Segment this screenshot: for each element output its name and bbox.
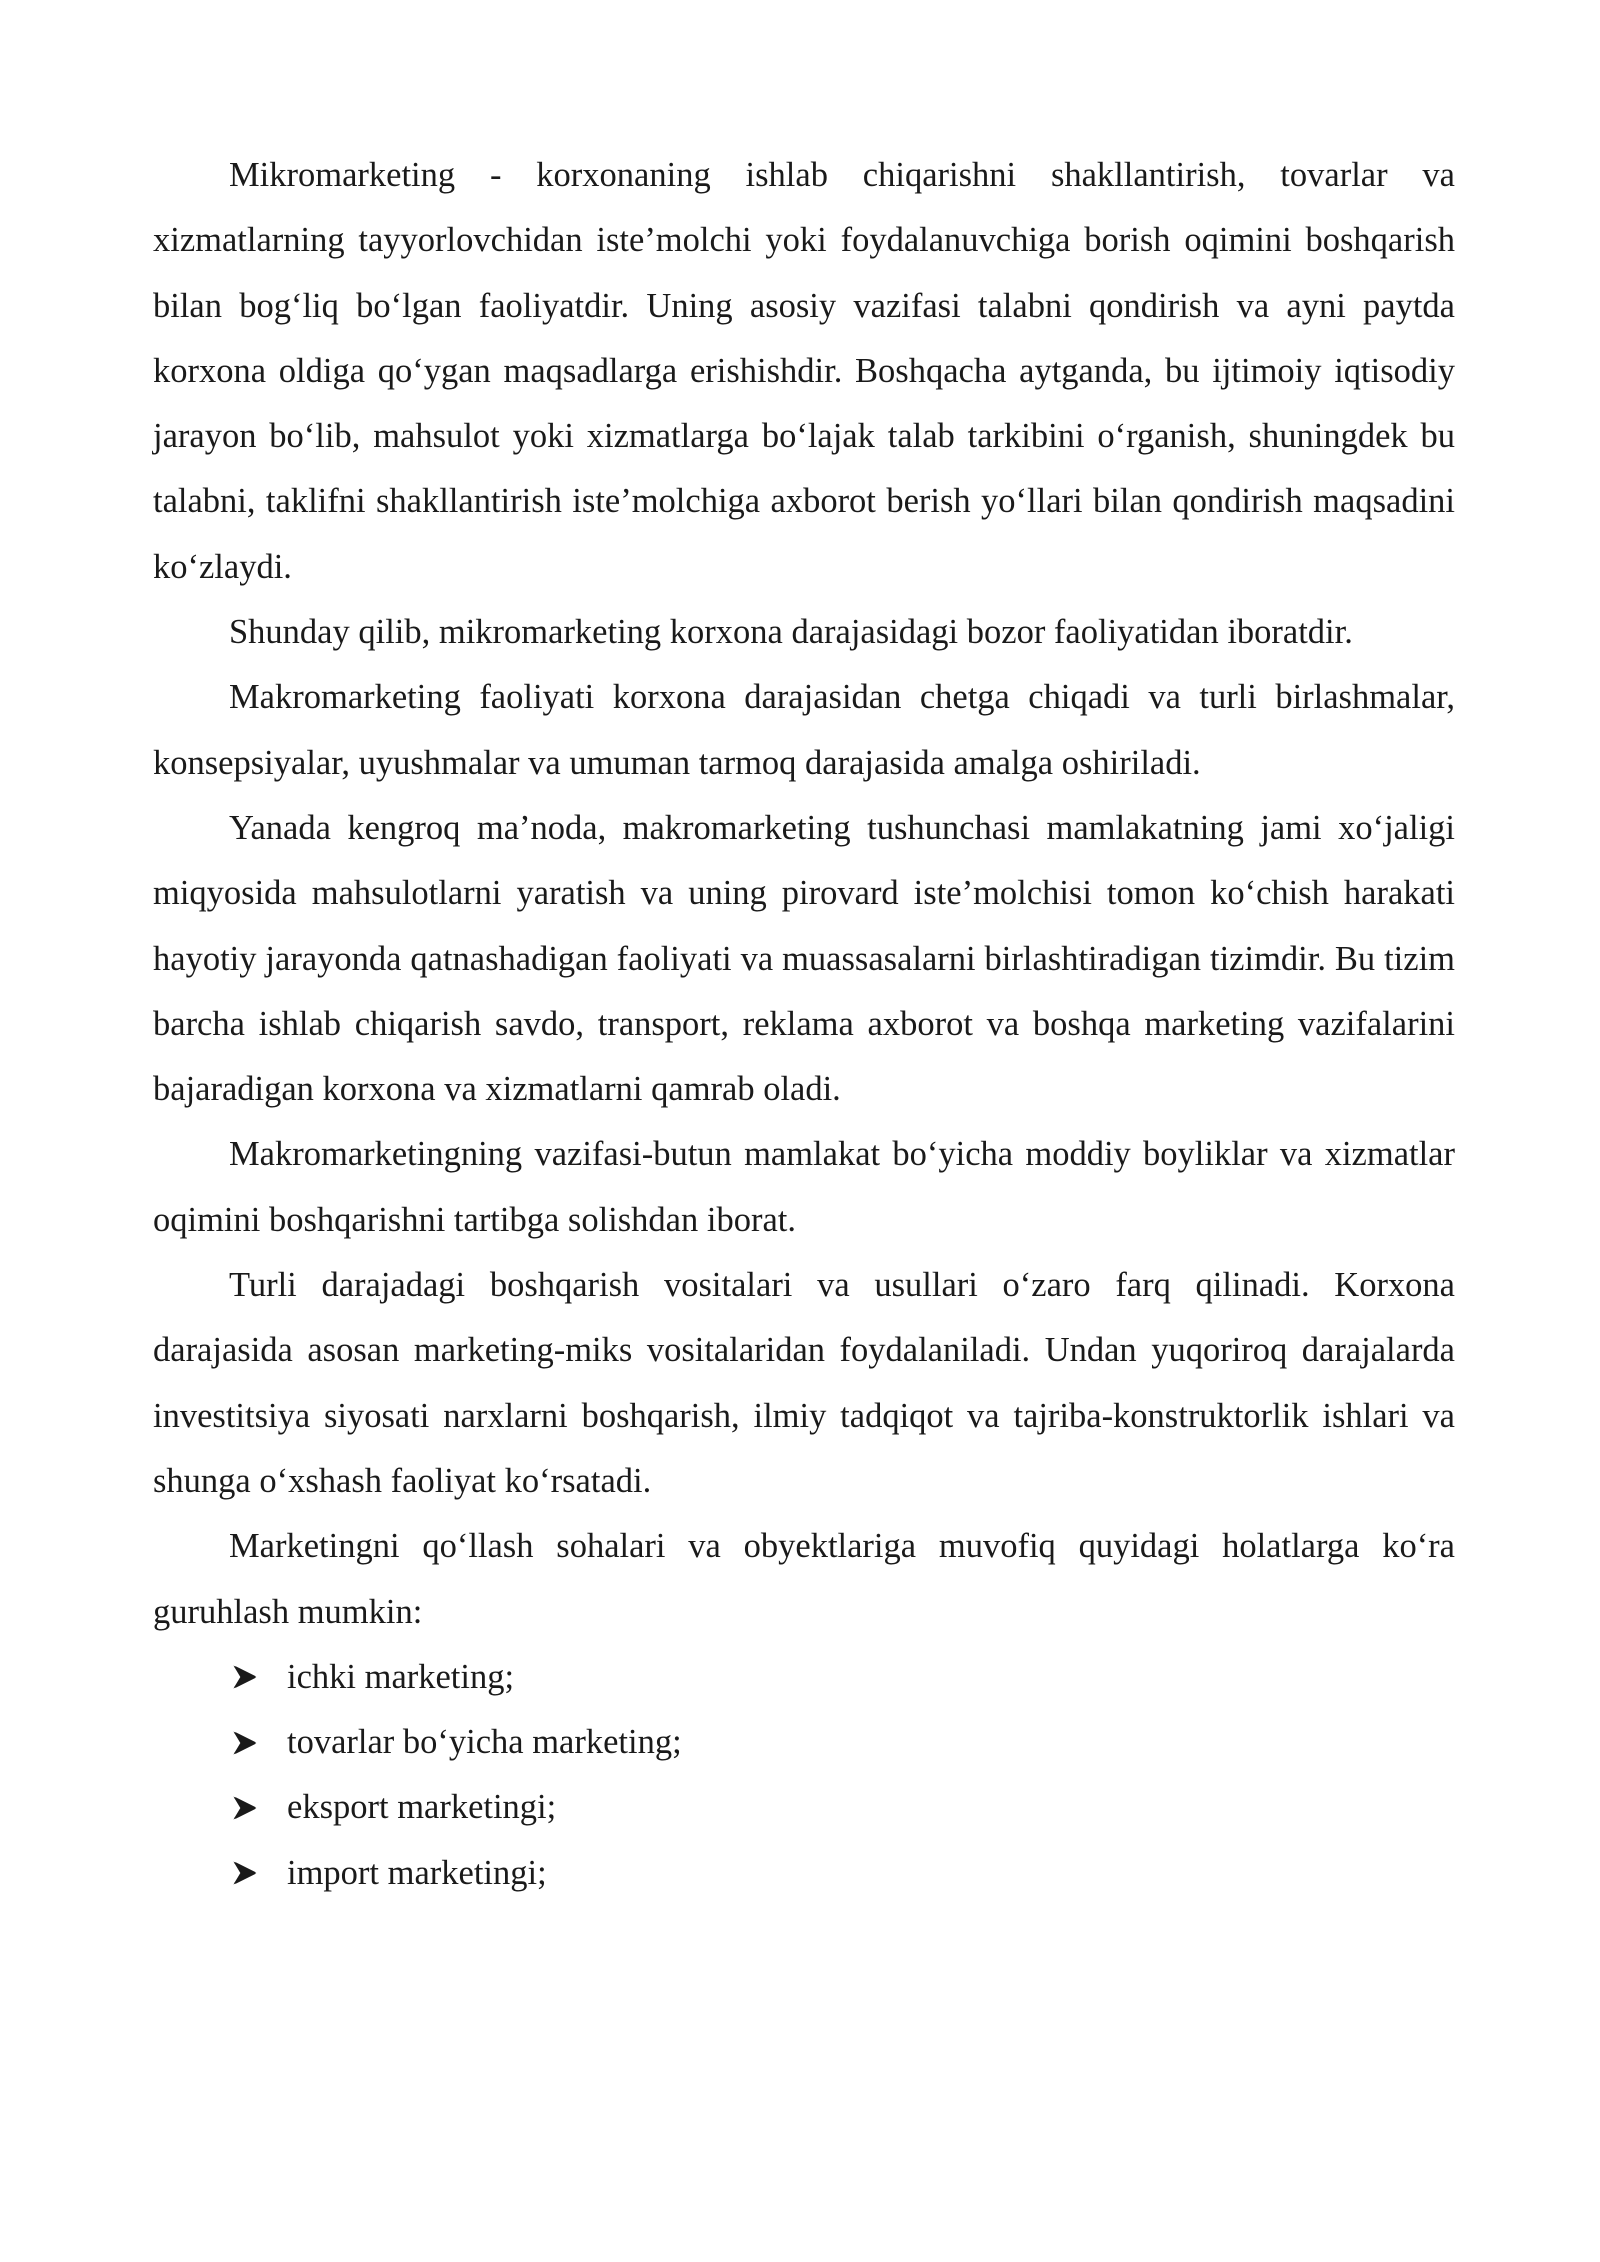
paragraph-mikromarketing-definition: Mikromarketing - korxonaning ishlab chiqarishni shakllantirish, tovarlar va xizmatlarning tayyorlovchidan iste’molchi yoki foydalanuvchiga borish oqimini boshqarish bilan bog‘liq bo‘lgan faoliyatdir. Uning asosiy vazifasi talabni qondirish va ayni paytda korxona oldiga qo‘ygan maqsadlarga erishishdir. Boshqacha aytganda, bu ijtimoiy iqtisodiy jarayon bo‘lib, mahsulot yoki xizmatlarga bo‘lajak talab tarkibini o‘rganish, shuningdek bu talabni, taklifni shakllantirish iste’molchiga axborot berish yo‘llari bilan qondirish maqsadini ko‘zlaydi. (153, 156, 1455, 586)
document-body (153, 143, 1455, 1906)
list-item-text: tovarlar bo‘yicha marketing; (287, 1723, 682, 1762)
list-item (153, 1841, 1455, 1906)
list-item (153, 1775, 1455, 1840)
list-item (153, 1645, 1455, 1710)
list-item-text: eksport marketingi; (287, 1788, 557, 1827)
paragraph-makromarketing-activity: Makromarketing faoliyati korxona darajasidan chetga chiqadi va turli birlashmalar, konsepsiyalar, uyushmalar va umuman tarmoq darajasida amalga oshiriladi. (153, 678, 1455, 782)
paragraph-mikromarketing-summary: Shunday qilib, mikromarketing korxona darajasidagi bozor faoliyatidan iboratdir. (229, 613, 1353, 652)
paragraph-makromarketing-task: Makromarketingning vazifasi-butun mamlakat bo‘yicha moddiy boyliklar va xizmatlar oqimini boshqarishni tartibga solishdan iborat. (153, 1135, 1455, 1239)
arrowhead-bullet-icon (233, 1775, 263, 1840)
arrowhead-bullet-icon (233, 1645, 263, 1710)
paragraph-management-tools: Turli darajadagi boshqarish vositalari va usullari o‘zaro farq qilinadi. Korxona darajasida asosan marketing-miks vositalaridan foydalaniladi. Undan yuqoriroq darajalarda investitsiya siyosati narxlarni boshqarish, ilmiy tadqiqot va tajriba-konstruktorlik ishlari va shunga o‘xshash faoliyat ko‘rsatadi. (153, 1266, 1455, 1500)
list-item (153, 1710, 1455, 1775)
marketing-types-list (153, 1645, 1455, 1906)
paragraph-makromarketing-concept: Yanada kengroq ma’noda, makromarketing tushunchasi mamlakatning jami xo‘jaligi miqyosida mahsulotlarni yaratish va uning pirovard iste’molchisi tomon ko‘chish harakati hayotiy jarayonda qatnashadigan faoliyati va muassasalarni birlashtiradigan tizimdir. Bu tizim barcha ishlab chiqarish savdo, transport, reklama axborot va boshqa marketing vazifalarini bajaradigan korxona va xizmatlarni qamrab oladi. (153, 808, 1455, 1109)
list-item-text: ichki marketing; (287, 1657, 515, 1696)
arrowhead-bullet-icon (233, 1841, 263, 1906)
arrowhead-bullet-icon (233, 1710, 263, 1775)
list-item-text: import marketingi; (287, 1853, 547, 1892)
paragraph-grouping-intro: Marketingni qo‘llash sohalari va obyektlariga muvofiq quyidagi holatlarga ko‘ra guruhlash mumkin: (153, 1527, 1455, 1631)
